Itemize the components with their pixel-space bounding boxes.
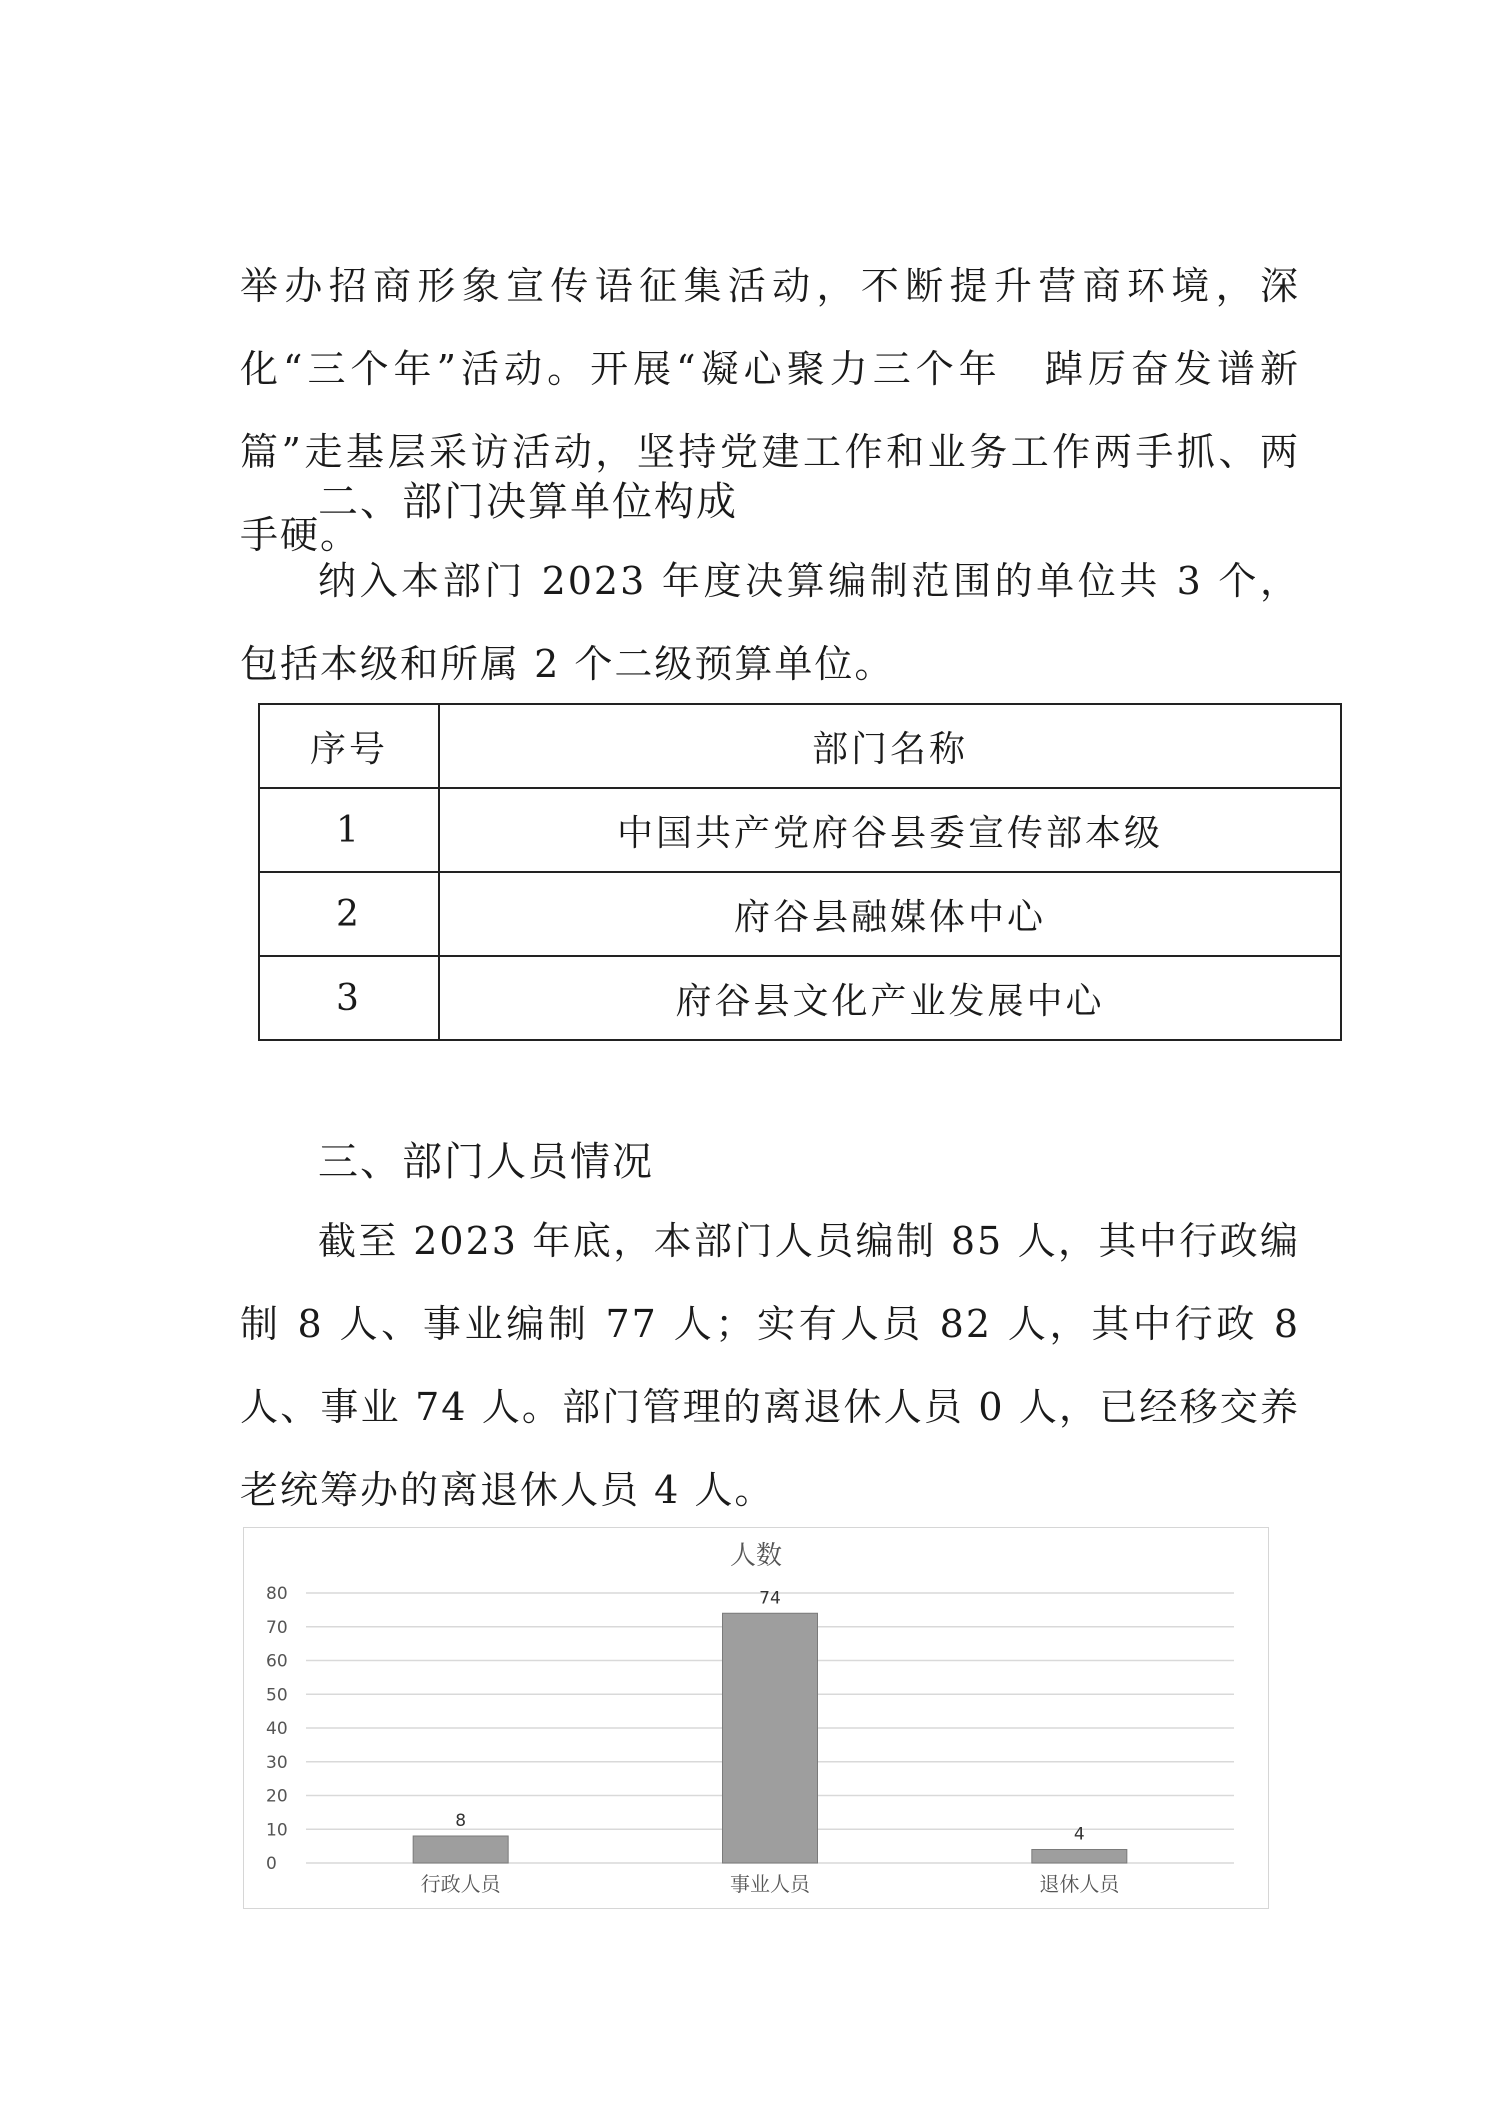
chart-data-label: 4 bbox=[1073, 1824, 1085, 1845]
table-row bbox=[259, 956, 1341, 1040]
chart-y-tick-label: 50 bbox=[266, 1685, 288, 1706]
section-heading-staff: 三、部门人员情况 bbox=[318, 1139, 654, 1185]
chart-category-label: 退休人员 bbox=[1039, 1872, 1120, 1896]
chart-data-label: 74 bbox=[759, 1588, 781, 1609]
chart-bar bbox=[413, 1836, 508, 1863]
chart-data-label: 8 bbox=[455, 1811, 467, 1831]
chart-y-tick-label: 80 bbox=[266, 1584, 288, 1604]
chart-y-tick-label: 0 bbox=[266, 1854, 277, 1874]
chart-title: 人数 bbox=[729, 1541, 783, 1571]
table-header-index: 序号 bbox=[259, 704, 439, 788]
chart-bar bbox=[1032, 1850, 1127, 1864]
table-cell-index: 1 bbox=[259, 788, 439, 872]
chart-y-tick-label: 40 bbox=[266, 1719, 288, 1739]
chart-y-tick-label: 70 bbox=[266, 1617, 288, 1638]
table-cell-index: 3 bbox=[259, 956, 439, 1040]
chart-y-tick-label: 20 bbox=[266, 1786, 288, 1807]
chart-bar bbox=[723, 1613, 818, 1863]
table-header-name: 部门名称 bbox=[439, 704, 1341, 788]
table-row bbox=[259, 788, 1341, 872]
chart-category-label: 行政人员 bbox=[420, 1872, 501, 1896]
table-cell-name: 府谷县文化产业发展中心 bbox=[439, 956, 1341, 1040]
paragraph-activities: 举办招商形象宣传语征集活动，不断提升营商环境，深化“三个年”活动。开展“凝心聚力三个年 踔厉奋发谱新篇”走基层采访活动，坚持党建工作和业务工作两手抓、两手硬。 bbox=[240, 264, 1300, 557]
table-cell-index: 2 bbox=[259, 872, 439, 956]
paragraph-staff: 截至 2023 年底，本部门人员编制 85 人，其中行政编制 8 人、事业编制 77 人；实有人员 82 人，其中行政 8 人、事业 74 人。部门管理的离退休人员 0 人，已经移交养老统筹办的离退休人员 4 人。 bbox=[240, 1219, 1300, 1512]
table-row bbox=[259, 872, 1341, 956]
staff-chart bbox=[243, 1527, 1269, 1909]
units-table bbox=[258, 703, 1342, 1041]
chart-y-tick-label: 30 bbox=[266, 1752, 288, 1773]
chart-y-tick-label: 10 bbox=[266, 1820, 288, 1841]
table-header-row bbox=[259, 704, 1341, 788]
chart-y-tick-label: 60 bbox=[266, 1651, 288, 1672]
section-heading-units: 二、部门决算单位构成 bbox=[318, 479, 738, 525]
paragraph-units: 纳入本部门 2023 年度决算编制范围的单位共 3 个，包括本级和所属 2 个二级预算单位。 bbox=[240, 559, 1300, 686]
table-cell-name: 中国共产党府谷县委宣传部本级 bbox=[439, 788, 1341, 872]
chart-category-label: 事业人员 bbox=[730, 1872, 810, 1896]
staff-bar-chart bbox=[244, 1528, 1268, 1908]
table-cell-name: 府谷县融媒体中心 bbox=[439, 872, 1341, 956]
